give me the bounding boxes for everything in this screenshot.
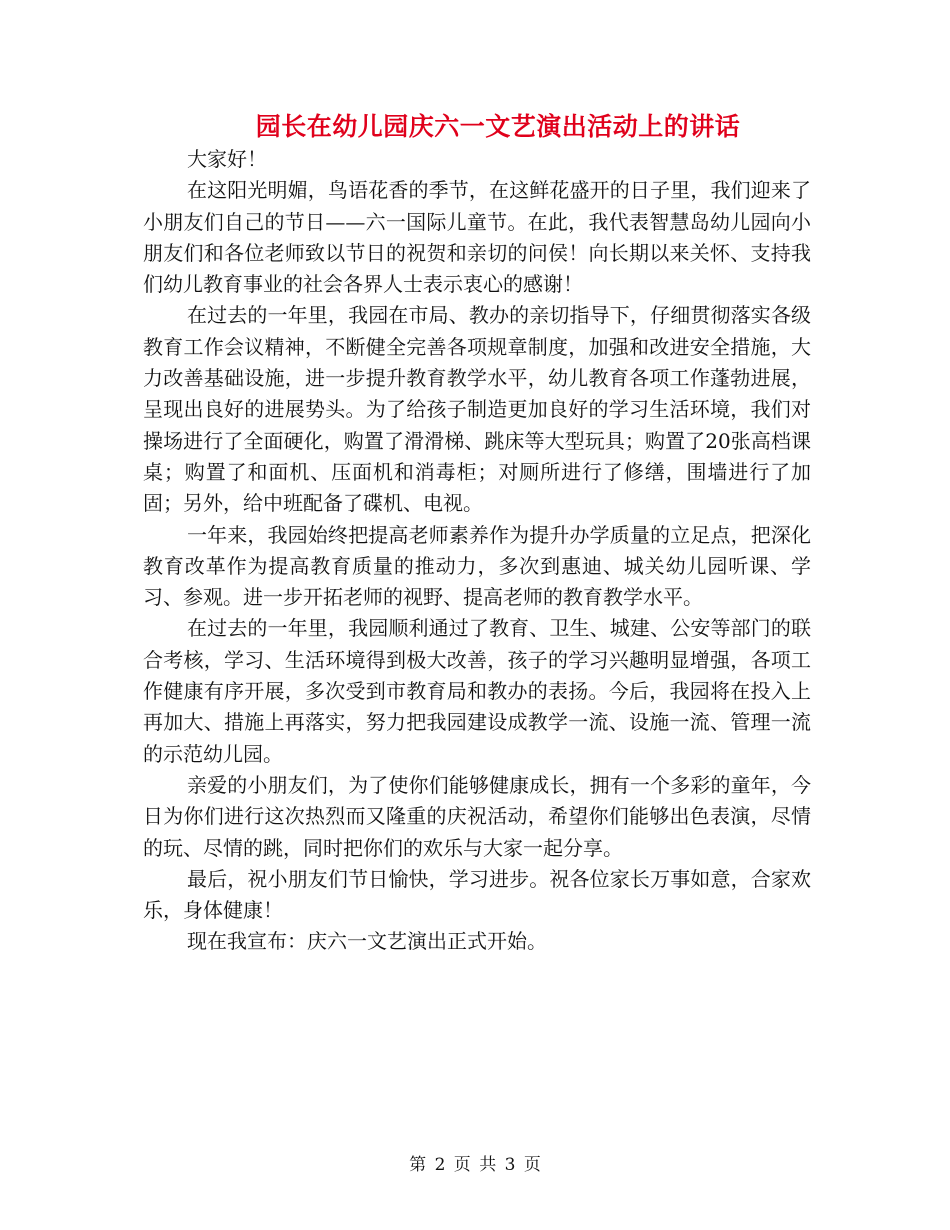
document-title: 园长在幼儿园庆六一文艺演出活动上的讲话 xyxy=(255,112,741,141)
paragraph-announcement: 现在我宣布：庆六一文艺演出正式开始。 xyxy=(187,929,547,954)
paragraph-greeting: 大家好！ xyxy=(187,147,267,171)
paragraph-children: 亲爱的小朋友们，为了使你们能够健康成长，拥有一个多彩的童年，今日为你们进行这次热烈而又隆重的庆祝活动，希望你们能够出色表演，尽情的玩、尽情的跳，同时把你们的欢乐与大家一起分享。 xyxy=(143,772,811,860)
paragraph-assessment: 在过去的一年里，我园顺利通过了教育、卫生、城建、公安等部门的联合考核，学习、生活环境得到极大改善，孩子的学习兴趣明显增强，各项工作健康有序开展，多次受到市教育局和教办的表扬。今后，我园将在投入上再加大、措施上再落实，努力把我园建设成教学一流、设施一流、管理一流的示范幼儿园。 xyxy=(143,616,811,766)
paragraph-achievements: 在过去的一年里，我园在市局、教办的亲切指导下，仔细贯彻落实各级教育工作会议精神，不断健全完善各项规章制度，加强和改进安全措施，大力改善基础设施，进一步提升教育教学水平，幼儿教育各项工作蓬勃进展，呈现出良好的进展势头。为了给孩子制造更加良好的学习生活环境，我们对操场进行了全面硬化，购置了滑滑梯、跳床等大型玩具；购置了20张高档课桌；购置了和面机、压面机和消毒柜；对厕所进行了修缮，围墙进行了加固；另外，给中班配备了碟机、电视。 xyxy=(143,303,811,516)
paragraph-wishes: 最后，祝小朋友们节日愉快，学习进步。祝各位家长万事如意，合家欢乐，身体健康！ xyxy=(143,866,811,923)
paragraph-opening: 在这阳光明媚，鸟语花香的季节，在这鲜花盛开的日子里，我们迎来了小朋友们自己的节日——六一国际儿童节。在此，我代表智慧岛幼儿园向小朋友们和各位老师致以节日的祝贺和亲切的问侯！向长期以来关怀、支持我们幼儿教育事业的社会各界人士表示衷心的感谢！ xyxy=(143,178,811,297)
paragraph-teacher-quality: 一年来，我园始终把提高老师素养作为提升办学质量的立足点，把深化教育改革作为提高教育质量的推动力，多次到惠迪、城关幼儿园听课、学习、参观。进一步开拓老师的视野、提高老师的教育教学水平。 xyxy=(143,522,811,610)
page-number-footer: 第 2 页 共 3 页 xyxy=(409,1155,541,1175)
document-body xyxy=(143,144,811,958)
